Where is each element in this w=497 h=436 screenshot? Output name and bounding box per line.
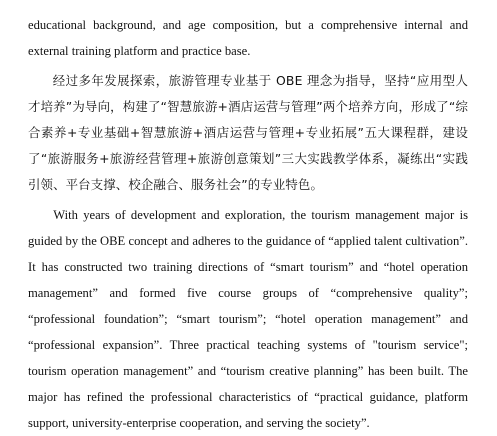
paragraph-english: With years of development and exploration, the tourism management major is guided by the OBE concept and adheres to the guidance of “applied talent cultivation”. It has constructed two training directions of “smart tourism” and “hotel operation management” and formed five course groups of “comprehensive quality”; “professional foundation”; “smart tourism”; “hotel operation management” and “professional expansion”. Three practical teaching systems of "tourism service"; tourism operation management” and “tourism creative planning” has been built. The major has refined the professional characteristics of “practical guidance, platform support, university-enterprise cooperation, and serving the society”. (28, 208, 468, 430)
paragraph-continued: educational background, and age composition, but a comprehensive internal and external training platform and practice base. (28, 18, 468, 58)
paragraph-chinese: 经过多年发展探索，旅游管理专业基于 OBE 理念为指导，坚持“应用型人才培养”为导向，构建了“智慧旅游+酒店运营与管理”两个培养方向，形成了“综合素养+专业基础+智慧旅游+酒店运营与管理+专业拓展”五大课程群，建设了“旅游服务+旅游经营管理+旅游创意策划”三大实践教学体系，凝练出“实践引领、平台支撑、校企融合、服务社会”的专业特色。 (28, 73, 468, 192)
document-page (28, 12, 468, 436)
